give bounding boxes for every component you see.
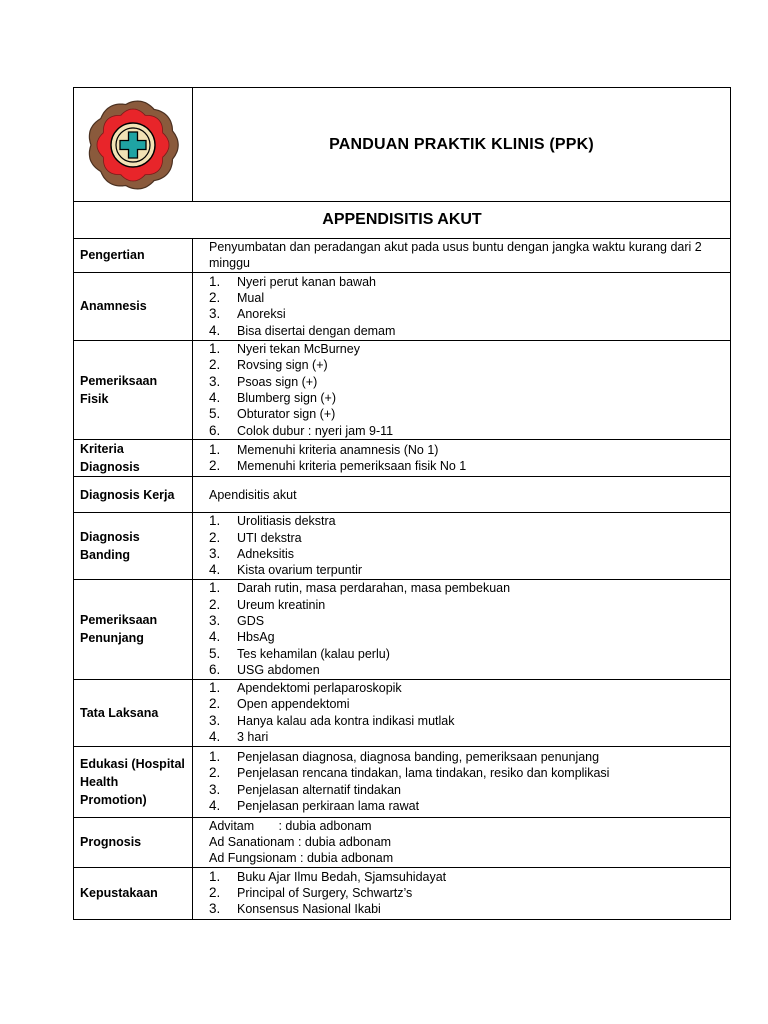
list-item-number: 3. [209, 306, 221, 322]
numbered-list [209, 513, 720, 579]
numbered-list [209, 869, 720, 918]
list-item-text: Penjelasan alternatif tindakan [237, 782, 402, 797]
list-item [209, 423, 720, 439]
ppk-row [74, 746, 731, 817]
row-content [193, 746, 731, 817]
list-item-number: 4. [209, 729, 221, 745]
row-label: Kepustakaan [74, 867, 193, 919]
list-item [209, 749, 720, 765]
list-item-number: 1. [209, 868, 221, 884]
row-content [193, 272, 731, 340]
row-label: Diagnosis Kerja [74, 477, 193, 513]
list-item-number: 4. [209, 629, 221, 645]
logo-cell [74, 88, 193, 202]
list-item-number: 1. [209, 580, 221, 596]
list-item-text: Ureum kreatinin [237, 597, 326, 612]
list-item-text: Mual [237, 290, 265, 305]
numbered-list [209, 749, 720, 815]
list-item-text: GDS [237, 613, 265, 628]
list-item-number: 1. [209, 679, 221, 695]
row-content [193, 477, 731, 513]
row-label: Edukasi (Hospital Health Promotion) [74, 746, 193, 817]
list-item [209, 442, 720, 458]
list-item [209, 357, 720, 373]
row-content [193, 239, 731, 273]
list-item [209, 580, 720, 596]
row-content [193, 440, 731, 477]
row-content [193, 867, 731, 919]
row-text: Apendisitis akut [209, 487, 297, 502]
list-item-number: 1. [209, 273, 221, 289]
list-item [209, 901, 720, 917]
list-item [209, 546, 720, 562]
ppk-rows [74, 239, 731, 920]
row-content [193, 679, 731, 746]
list-item [209, 597, 720, 613]
list-item-number: 3. [209, 712, 221, 728]
row-content [193, 579, 731, 679]
list-item-text: Principal of Surgery, Schwartz’s [237, 886, 413, 901]
list-item-text: Konsensus Nasional Ikabi [237, 902, 381, 917]
list-item [209, 274, 720, 290]
list-item-number: 3. [209, 373, 221, 389]
list-item [209, 629, 720, 645]
list-item [209, 696, 720, 712]
list-item-number: 2. [209, 458, 221, 474]
list-item-text: Penjelasan perkiraan lama rawat [237, 798, 420, 813]
list-item-number: 1. [209, 340, 221, 356]
numbered-list [209, 442, 720, 475]
list-item-number: 6. [209, 662, 221, 678]
numbered-list [209, 680, 720, 746]
list-item [209, 613, 720, 629]
list-item-text: Hanya kalau ada kontra indikasi mutlak [237, 713, 455, 728]
list-item-text: Obturator sign (+) [237, 407, 336, 422]
list-item [209, 390, 720, 406]
list-item [209, 306, 720, 322]
list-item-text: Rovsing sign (+) [237, 358, 328, 373]
row-label: Diagnosis Banding [74, 513, 193, 580]
list-item-number: 2. [209, 885, 221, 901]
list-item [209, 729, 720, 745]
ppk-row [74, 513, 731, 580]
list-item [209, 798, 720, 814]
list-item [209, 513, 720, 529]
list-item [209, 374, 720, 390]
ppk-row [74, 340, 731, 439]
list-item-text: Buku Ajar Ilmu Bedah, Sjamsuhidayat [237, 869, 447, 884]
row-label: Pemeriksaan Fisik [74, 340, 193, 439]
list-item-number: 2. [209, 289, 221, 305]
list-item-text: Adneksitis [237, 547, 294, 562]
row-label: Anamnesis [74, 272, 193, 340]
row-content [193, 817, 731, 867]
list-item [209, 662, 720, 678]
list-item-number: 5. [209, 406, 221, 422]
document-title: PANDUAN PRAKTIK KLINIS (PPK) [193, 88, 731, 202]
list-item-text: Psoas sign (+) [237, 374, 318, 389]
ppk-row [74, 272, 731, 340]
list-item-text: Penjelasan rencana tindakan, lama tindakan, resiko dan komplikasi [237, 766, 610, 781]
list-item-text: Open appendektomi [237, 697, 350, 712]
list-item [209, 458, 720, 474]
list-item [209, 869, 720, 885]
list-item-number: 2. [209, 696, 221, 712]
list-item [209, 290, 720, 306]
list-item-text: 3 hari [237, 730, 269, 745]
list-item-number: 4. [209, 797, 221, 813]
list-item [209, 530, 720, 546]
list-item-text: Memenuhi kriteria pemeriksaan fisik No 1 [237, 459, 467, 474]
list-item-text: Urolitiasis dekstra [237, 514, 336, 529]
list-item-number: 3. [209, 546, 221, 562]
row-content [193, 513, 731, 580]
list-item [209, 680, 720, 696]
list-item-text: HbsAg [237, 630, 275, 645]
list-item-number: 1. [209, 513, 221, 529]
list-item-number: 4. [209, 562, 221, 578]
list-item-text: Anoreksi [237, 307, 286, 322]
list-item-number: 1. [209, 748, 221, 764]
list-item-text: Nyeri perut kanan bawah [237, 274, 376, 289]
list-item [209, 646, 720, 662]
list-item-text: Bisa disertai dengan demam [237, 323, 396, 338]
numbered-list [209, 274, 720, 340]
list-item-number: 2. [209, 529, 221, 545]
header-row [74, 88, 731, 202]
topic-title: APPENDISITIS AKUT [74, 202, 731, 239]
list-item-text: Darah rutin, masa perdarahan, masa pembekuan [237, 581, 511, 596]
list-item-text: Nyeri tekan McBurney [237, 341, 360, 356]
list-item-number: 5. [209, 645, 221, 661]
ppk-row [74, 817, 731, 867]
list-item [209, 713, 720, 729]
topic-row [74, 202, 731, 239]
row-label: Pemeriksaan Penunjang [74, 579, 193, 679]
row-text: Penyumbatan dan peradangan akut pada usus buntu dengan jangka waktu kurang dari 2 minggu [209, 240, 702, 271]
list-item [209, 323, 720, 339]
list-item [209, 885, 720, 901]
list-item-number: 4. [209, 322, 221, 338]
ppk-row [74, 440, 731, 477]
list-item [209, 406, 720, 422]
list-item-number: 1. [209, 441, 221, 457]
row-label: Pengertian [74, 239, 193, 273]
list-item [209, 765, 720, 781]
numbered-list [209, 580, 720, 678]
list-item-number: 3. [209, 901, 221, 917]
list-item [209, 562, 720, 578]
list-item-number: 4. [209, 390, 221, 406]
list-item [209, 782, 720, 798]
list-item-number: 2. [209, 596, 221, 612]
list-item [209, 341, 720, 357]
prognosis-line: Advitam : dubia adbonam [209, 818, 372, 833]
list-item-number: 2. [209, 765, 221, 781]
ppk-document-table [73, 87, 731, 920]
row-label: Kriteria Diagnosis [74, 440, 193, 477]
hospital-emblem-logo [81, 97, 185, 193]
ppk-row [74, 239, 731, 273]
ppk-row [74, 477, 731, 513]
row-label: Tata Laksana [74, 679, 193, 746]
list-item-text: Colok dubur : nyeri jam 9-11 [237, 423, 394, 438]
list-item-text: Penjelasan diagnosa, diagnosa banding, pemeriksaan penunjang [237, 749, 600, 764]
list-item-text: Apendektomi perlaparoskopik [237, 680, 402, 695]
prognosis-line: Ad Sanationam : dubia adbonam [209, 834, 392, 849]
list-item-number: 6. [209, 422, 221, 438]
list-item-text: Tes kehamilan (kalau perlu) [237, 646, 390, 661]
list-item-number: 2. [209, 357, 221, 373]
prognosis-line: Ad Fungsionam : dubia adbonam [209, 851, 394, 866]
row-label: Prognosis [74, 817, 193, 867]
ppk-row [74, 579, 731, 679]
numbered-list [209, 341, 720, 439]
list-item-number: 3. [209, 781, 221, 797]
list-item-text: Memenuhi kriteria anamnesis (No 1) [237, 442, 439, 457]
list-item-text: Kista ovarium terpuntir [237, 563, 363, 578]
list-item-text: UTI dekstra [237, 530, 302, 545]
list-item-text: USG abdomen [237, 663, 320, 678]
ppk-row [74, 679, 731, 746]
ppk-row [74, 867, 731, 919]
list-item-text: Blumberg sign (+) [237, 391, 336, 406]
row-content [193, 340, 731, 439]
list-item-number: 3. [209, 612, 221, 628]
